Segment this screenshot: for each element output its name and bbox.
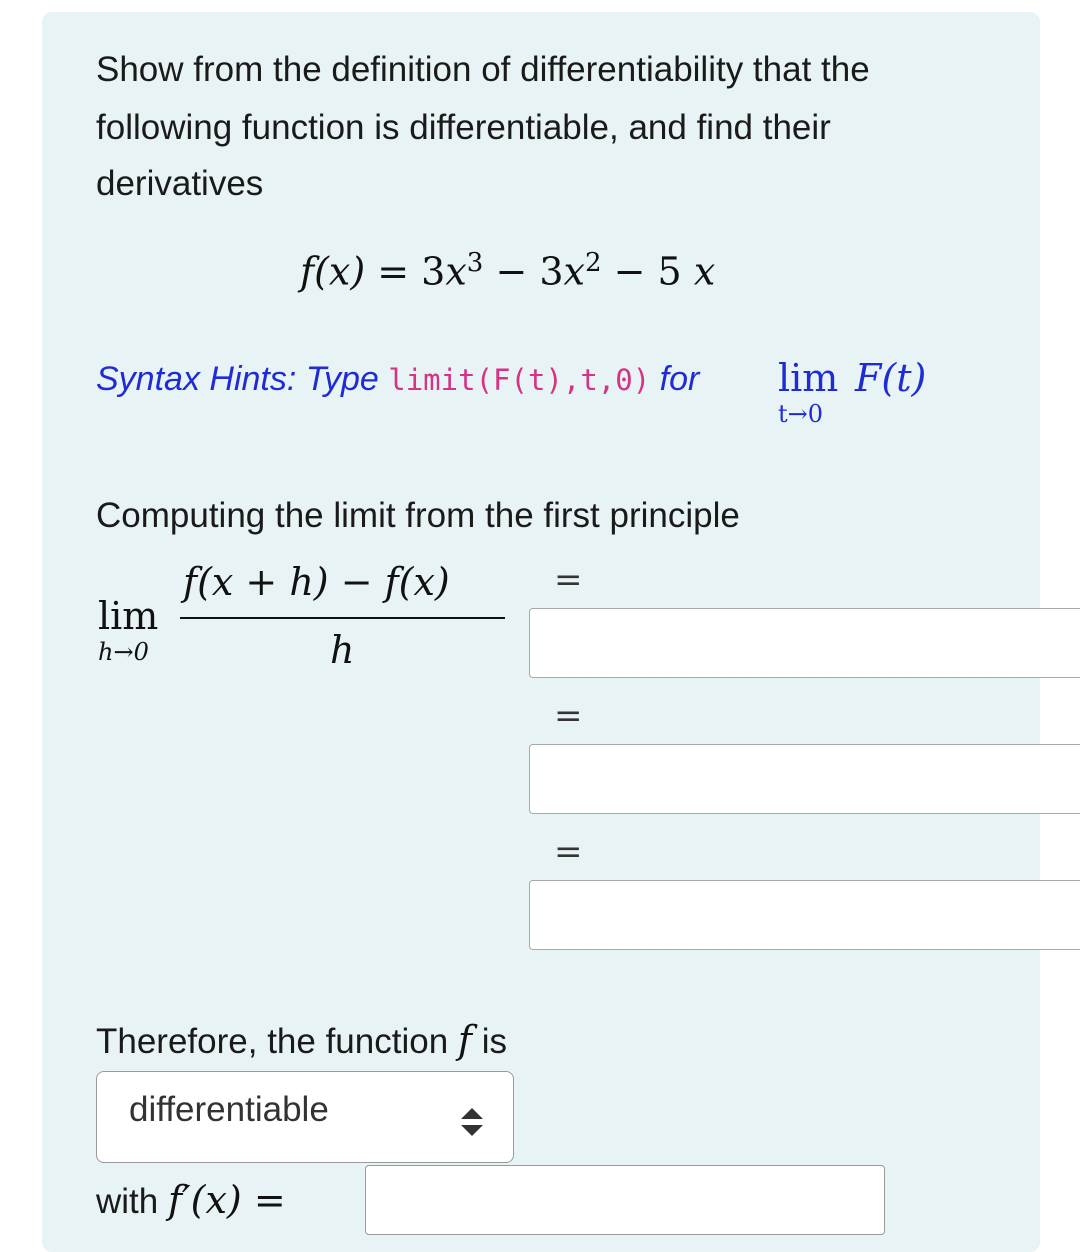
limit-sub: h→0 bbox=[98, 638, 149, 666]
hint-for: for bbox=[659, 360, 700, 398]
hint-expr: F(t) bbox=[855, 356, 927, 400]
var-3: x bbox=[693, 249, 716, 294]
fraction-denominator: h bbox=[330, 628, 355, 672]
problem-line-2: following function is differentiable, and find their bbox=[96, 108, 831, 147]
term-3: − 5 bbox=[613, 249, 682, 294]
exp-1: 3 bbox=[466, 248, 484, 278]
function-lhs: f(x) bbox=[300, 249, 366, 294]
hint-code: limit(F(t),t,0) bbox=[388, 363, 651, 397]
computing-heading: Computing the limit from the first principle bbox=[96, 496, 740, 535]
syntax-hint bbox=[96, 360, 699, 399]
exp-2: 2 bbox=[584, 248, 602, 278]
conclusion-text: Therefore, the function bbox=[96, 1022, 449, 1061]
up-down-arrows-icon bbox=[461, 1108, 483, 1136]
with-label: with bbox=[96, 1182, 159, 1221]
answer-input-1[interactable] bbox=[529, 608, 1080, 678]
equals-sign: = bbox=[377, 249, 422, 294]
derivative-line bbox=[96, 1172, 286, 1230]
fraction-numerator: f(x + h) − f(x) bbox=[183, 560, 450, 604]
term-2: − 3 bbox=[495, 249, 564, 294]
hint-sub: t→0 bbox=[778, 400, 824, 428]
fraction-bar bbox=[180, 617, 505, 619]
var-1: x bbox=[445, 249, 467, 294]
limit-lim: lim bbox=[98, 594, 159, 638]
equals-3: = bbox=[554, 832, 583, 872]
hint-lim: lim bbox=[778, 356, 839, 400]
conclusion-is: is bbox=[481, 1022, 507, 1061]
coef-1: 3 bbox=[421, 249, 446, 294]
equals-2: = bbox=[554, 696, 583, 736]
differentiability-select[interactable] bbox=[96, 1071, 514, 1163]
equals-1: = bbox=[554, 560, 583, 600]
answer-input-2[interactable] bbox=[529, 744, 1080, 814]
var-2: x bbox=[563, 249, 585, 294]
hint-prefix: Syntax Hints: Type bbox=[96, 360, 379, 398]
problem-line-1: Show from the definition of differentiability that the bbox=[96, 50, 870, 89]
problem-line-3: derivatives bbox=[96, 164, 264, 203]
derivative-input[interactable] bbox=[365, 1165, 885, 1235]
select-value: differentiable bbox=[129, 1090, 329, 1129]
function-equation bbox=[300, 248, 715, 294]
answer-input-3[interactable] bbox=[529, 880, 1080, 950]
conclusion-line bbox=[96, 1012, 507, 1070]
conclusion-f: f bbox=[457, 1018, 472, 1062]
derivative-label: f′(x) = bbox=[167, 1178, 286, 1222]
